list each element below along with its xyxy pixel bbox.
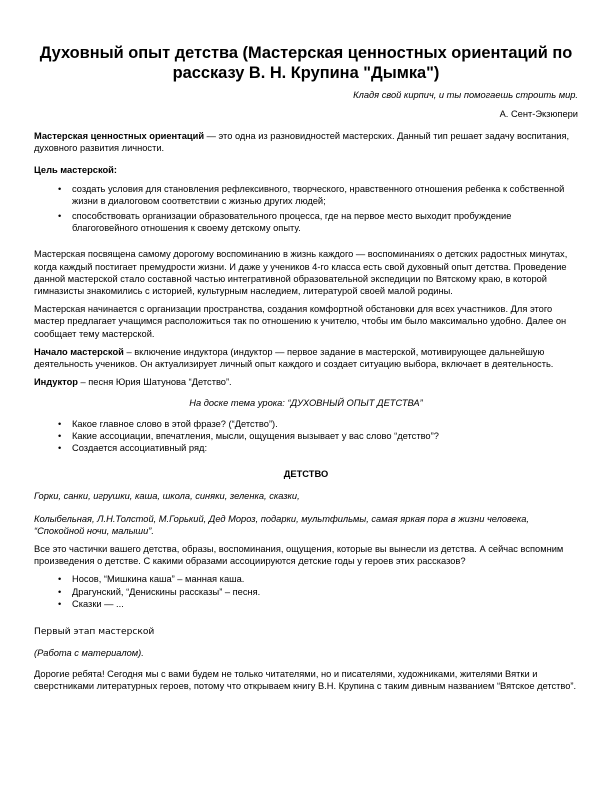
goal-item [58,210,578,234]
story-text: Драгунский, “Денискины рассказы” – песня. [72,586,261,597]
bullet-icon: • [58,586,62,597]
paragraph-2: Мастерская начинается с организации пространства, создания комфортной обстановки для всех участников. Для этого мастер предлагает учащимся расположиться так по отношению к учителю, чтобы им было максимально удобно. Далее он сообщает тему мастерской. [34,304,567,339]
board-line: На доске тема урока: “ДУХОВНЫЙ ОПЫТ ДЕТСТВА” [189,398,423,409]
inductor-text: – песня Юрия Шатунова “Детство”. [77,377,232,388]
document-title: Духовный опыт детства (Мастерская ценностных ориентаций по рассказу В. Н. Крупина "Дымка") [39,44,573,82]
question-item [58,418,578,430]
intro-paragraph [34,130,578,154]
question-item [58,442,578,454]
question-item [58,430,578,442]
bullet-icon: • [58,183,62,194]
story-item [58,573,578,585]
start-paragraph [34,346,578,370]
association-row-1: Горки, санки, игрушки, каша, школа, синяки, зеленка, сказки, [34,491,300,502]
question-text: Какие ассоциации, впечатления, мысли, ощущения вызывает у вас слово “детство”? [72,430,439,441]
story-text: Носов, “Мишкина каша” – манная каша. [72,574,245,585]
paragraph-1: Мастерская посвящена самому дорогому воспоминанию в жизнь каждого — воспоминаниях о детских радостных минутах, когда каждый постигает премудрости жизни. И даже у учеников 4-го класса есть свой духовный опыт детства. Проведение данной мастерской стало составной частью интегративной образовательной экспедиции по Вятскому краю, в которой гимназисты знакомились с историей, культурным наследием, литературой своей малой родины. [34,249,568,297]
association-row-2: Колыбельная, Л.Н.Толстой, М.Горький, Дед Мороз, подарки, мультфильмы, самая яркая пора в жизни человека, “Спокойной ночи, малыши”. [34,513,530,536]
story-text: Сказки — ... [72,598,124,609]
start-term: Начало мастерской [34,346,124,357]
intro-term: Мастерская ценностных ориентаций [34,131,205,141]
paragraph-4: Дорогие ребята! Сегодня мы с вами будем не только читателями, но и писателями, художниками, жителями Вятки и сверстниками литературных героев, потому что открываем книгу В.Н. Крупина с таким дивным названием “Вятское детство”. [34,668,577,691]
question-text: Какое главное слово в этой фразе? (“Детство”). [72,418,278,429]
bullet-icon: • [58,443,62,454]
epigraph [34,89,578,120]
bullet-icon: • [58,211,62,222]
question-list [58,418,578,455]
bullet-icon: • [58,418,62,429]
stage-note: (Работа с материалом). [34,648,144,659]
question-text: Создается ассоциативный ряд: [72,443,208,454]
start-text: – включение индуктора (индуктор — первое задание в мастерской, мотивирующее дальнейшую деятельность учеников. Он актуализирует личный опыт каждого и создает ситуацию выбора, включает в деятельность. [34,346,554,370]
epigraph-quote: Кладя свой кирпич, и ты помогаешь строить мир. [353,90,578,100]
bullet-icon: • [58,598,62,609]
childhood-heading: ДЕТСТВО [283,469,329,480]
goal-item-text: создать условия для становления рефлексивного, творческого, нравственного отношения ребенка к собственной жизни в диалоговом соответствии с жизнью других людей; [72,183,565,206]
story-item [58,598,578,610]
intro-text: — это одна из разновидностей мастерских. Данный тип решает задачу воспитания, духовного развития личности. [34,131,570,154]
goal-list [58,183,578,235]
stage-heading: Первый этап мастерской [34,627,155,638]
inductor-paragraph [34,376,578,388]
story-list [58,573,578,610]
goal-heading: Цель мастерской: [34,165,117,176]
paragraph-3: Все это частички вашего детства, образы, воспоминания, ощущения, которые вы вынесли из детства. А сейчас вспомним произведения о детстве. С какими образами ассоциируются детские годы у героев этих рассказов? [34,544,564,567]
bullet-icon: • [58,574,62,585]
bullet-icon: • [58,430,62,441]
document-page [34,44,578,692]
epigraph-author: А. Сент-Экзюпери [499,109,578,119]
goal-item-text: способствовать организации образовательного процесса, где на первое место выходит пробуждение благоговейного отношения к своему детскому опыту. [72,211,512,234]
story-item [58,586,578,598]
goal-item [58,183,578,207]
inductor-term: Индуктор [34,377,78,388]
